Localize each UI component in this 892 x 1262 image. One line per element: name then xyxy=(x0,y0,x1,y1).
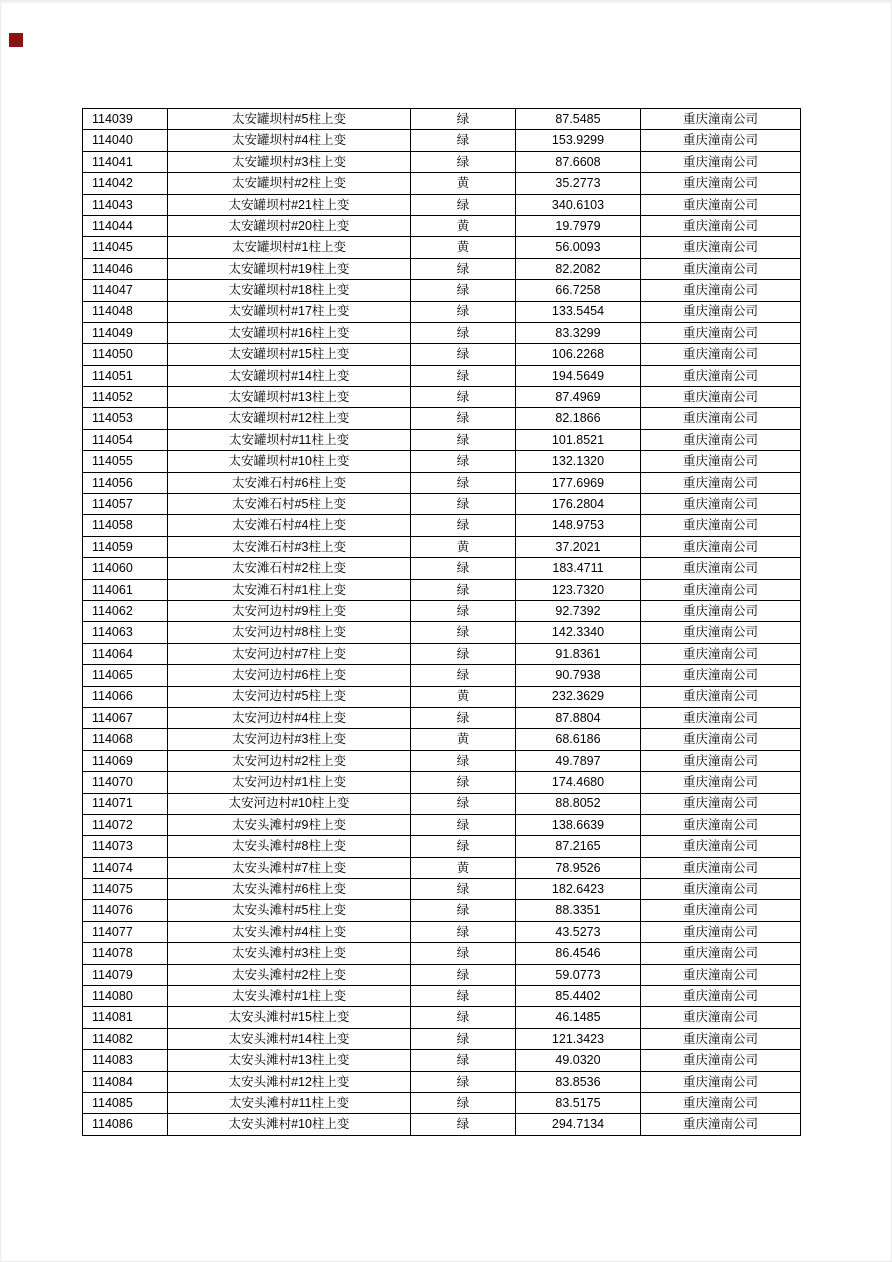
cell-id: 114052 xyxy=(83,387,168,408)
cell-name: 太安河边村#1柱上变 xyxy=(168,772,411,793)
cell-id: 114069 xyxy=(83,750,168,771)
table-row xyxy=(83,258,801,279)
cell-value: 148.9753 xyxy=(516,515,641,536)
table-row xyxy=(83,387,801,408)
cell-value: 177.6969 xyxy=(516,472,641,493)
cell-value: 123.7320 xyxy=(516,579,641,600)
cell-id: 114070 xyxy=(83,772,168,793)
cell-status: 绿 xyxy=(411,643,516,664)
table-row xyxy=(83,494,801,515)
cell-company: 重庆潼南公司 xyxy=(641,665,801,686)
cell-status: 绿 xyxy=(411,1050,516,1071)
table-row xyxy=(83,857,801,878)
cell-id: 114055 xyxy=(83,451,168,472)
cell-id: 114074 xyxy=(83,857,168,878)
cell-status: 黄 xyxy=(411,237,516,258)
table-row xyxy=(83,900,801,921)
cell-value: 106.2268 xyxy=(516,344,641,365)
table-row xyxy=(83,322,801,343)
cell-value: 176.2804 xyxy=(516,494,641,515)
cell-id: 114084 xyxy=(83,1071,168,1092)
cell-company: 重庆潼南公司 xyxy=(641,258,801,279)
cell-company: 重庆潼南公司 xyxy=(641,1071,801,1092)
cell-id: 114048 xyxy=(83,301,168,322)
cell-company: 重庆潼南公司 xyxy=(641,301,801,322)
cell-name: 太安河边村#5柱上变 xyxy=(168,686,411,707)
cell-name: 太安头滩村#9柱上变 xyxy=(168,814,411,835)
cell-status: 绿 xyxy=(411,964,516,985)
cell-value: 86.4546 xyxy=(516,943,641,964)
cell-id: 114082 xyxy=(83,1028,168,1049)
cell-status: 绿 xyxy=(411,1071,516,1092)
cell-company: 重庆潼南公司 xyxy=(641,515,801,536)
cell-id: 114083 xyxy=(83,1050,168,1071)
table-row xyxy=(83,515,801,536)
table-row xyxy=(83,793,801,814)
cell-value: 87.6608 xyxy=(516,151,641,172)
cell-status: 绿 xyxy=(411,1092,516,1113)
table-row xyxy=(83,879,801,900)
cell-value: 92.7392 xyxy=(516,600,641,621)
cell-name: 太安罐坝村#5柱上变 xyxy=(168,109,411,130)
cell-value: 78.9526 xyxy=(516,857,641,878)
table-row xyxy=(83,280,801,301)
cell-status: 黄 xyxy=(411,729,516,750)
cell-status: 绿 xyxy=(411,879,516,900)
cell-name: 太安罐坝村#3柱上变 xyxy=(168,151,411,172)
cell-status: 绿 xyxy=(411,130,516,151)
table-row xyxy=(83,814,801,835)
cell-value: 87.4969 xyxy=(516,387,641,408)
cell-id: 114060 xyxy=(83,558,168,579)
cell-name: 太安罐坝村#11柱上变 xyxy=(168,429,411,450)
table-row xyxy=(83,173,801,194)
cell-name: 太安头滩村#14柱上变 xyxy=(168,1028,411,1049)
cell-value: 49.7897 xyxy=(516,750,641,771)
cell-company: 重庆潼南公司 xyxy=(641,387,801,408)
cell-status: 绿 xyxy=(411,600,516,621)
table-row xyxy=(83,921,801,942)
cell-id: 114053 xyxy=(83,408,168,429)
cell-status: 绿 xyxy=(411,451,516,472)
cell-id: 114066 xyxy=(83,686,168,707)
cell-id: 114058 xyxy=(83,515,168,536)
table-row xyxy=(83,472,801,493)
cell-id: 114045 xyxy=(83,237,168,258)
cell-id: 114072 xyxy=(83,814,168,835)
cell-id: 114049 xyxy=(83,322,168,343)
table-row xyxy=(83,429,801,450)
cell-name: 太安河边村#8柱上变 xyxy=(168,622,411,643)
cell-name: 太安罐坝村#1柱上变 xyxy=(168,237,411,258)
cell-company: 重庆潼南公司 xyxy=(641,750,801,771)
cell-value: 56.0093 xyxy=(516,237,641,258)
cell-company: 重庆潼南公司 xyxy=(641,365,801,386)
cell-id: 114064 xyxy=(83,643,168,664)
cell-value: 121.3423 xyxy=(516,1028,641,1049)
cell-company: 重庆潼南公司 xyxy=(641,237,801,258)
cell-company: 重庆潼南公司 xyxy=(641,686,801,707)
cell-id: 114085 xyxy=(83,1092,168,1113)
cell-company: 重庆潼南公司 xyxy=(641,600,801,621)
cell-name: 太安罐坝村#17柱上变 xyxy=(168,301,411,322)
cell-value: 194.5649 xyxy=(516,365,641,386)
cell-company: 重庆潼南公司 xyxy=(641,536,801,557)
cell-company: 重庆潼南公司 xyxy=(641,280,801,301)
cell-id: 114086 xyxy=(83,1114,168,1135)
cell-name: 太安罐坝村#10柱上变 xyxy=(168,451,411,472)
cell-status: 黄 xyxy=(411,686,516,707)
transformer-table xyxy=(82,108,801,1136)
cell-company: 重庆潼南公司 xyxy=(641,986,801,1007)
cell-id: 114041 xyxy=(83,151,168,172)
cell-id: 114061 xyxy=(83,579,168,600)
cell-value: 82.1866 xyxy=(516,408,641,429)
cell-value: 182.6423 xyxy=(516,879,641,900)
table-row xyxy=(83,109,801,130)
cell-id: 114067 xyxy=(83,707,168,728)
cell-name: 太安滩石村#5柱上变 xyxy=(168,494,411,515)
cell-status: 绿 xyxy=(411,109,516,130)
cell-status: 绿 xyxy=(411,429,516,450)
cell-id: 114042 xyxy=(83,173,168,194)
cell-status: 绿 xyxy=(411,986,516,1007)
cell-value: 83.3299 xyxy=(516,322,641,343)
cell-value: 183.4711 xyxy=(516,558,641,579)
table-row xyxy=(83,301,801,322)
table-row xyxy=(83,964,801,985)
cell-status: 黄 xyxy=(411,857,516,878)
cell-company: 重庆潼南公司 xyxy=(641,1028,801,1049)
cell-company: 重庆潼南公司 xyxy=(641,772,801,793)
cell-id: 114081 xyxy=(83,1007,168,1028)
cell-id: 114080 xyxy=(83,986,168,1007)
table-row xyxy=(83,600,801,621)
cell-id: 114051 xyxy=(83,365,168,386)
cell-company: 重庆潼南公司 xyxy=(641,215,801,236)
cell-status: 绿 xyxy=(411,921,516,942)
cell-status: 绿 xyxy=(411,707,516,728)
cell-name: 太安头滩村#12柱上变 xyxy=(168,1071,411,1092)
cell-status: 绿 xyxy=(411,387,516,408)
cell-name: 太安头滩村#5柱上变 xyxy=(168,900,411,921)
table-row xyxy=(83,1071,801,1092)
cell-status: 黄 xyxy=(411,173,516,194)
table-row xyxy=(83,1028,801,1049)
table-row xyxy=(83,237,801,258)
table-row xyxy=(83,536,801,557)
cell-value: 87.5485 xyxy=(516,109,641,130)
table-row xyxy=(83,686,801,707)
cell-value: 138.6639 xyxy=(516,814,641,835)
cell-value: 142.3340 xyxy=(516,622,641,643)
cell-name: 太安滩石村#6柱上变 xyxy=(168,472,411,493)
cell-id: 114054 xyxy=(83,429,168,450)
cell-name: 太安河边村#9柱上变 xyxy=(168,600,411,621)
cell-status: 绿 xyxy=(411,836,516,857)
cell-company: 重庆潼南公司 xyxy=(641,793,801,814)
table-row xyxy=(83,1007,801,1028)
cell-id: 114063 xyxy=(83,622,168,643)
cell-value: 59.0773 xyxy=(516,964,641,985)
cell-company: 重庆潼南公司 xyxy=(641,322,801,343)
table-row xyxy=(83,665,801,686)
cell-company: 重庆潼南公司 xyxy=(641,964,801,985)
cell-value: 87.8804 xyxy=(516,707,641,728)
table-row xyxy=(83,151,801,172)
cell-value: 87.2165 xyxy=(516,836,641,857)
cell-status: 绿 xyxy=(411,900,516,921)
cell-company: 重庆潼南公司 xyxy=(641,344,801,365)
cell-status: 绿 xyxy=(411,772,516,793)
cell-status: 绿 xyxy=(411,494,516,515)
cell-company: 重庆潼南公司 xyxy=(641,1050,801,1071)
cell-company: 重庆潼南公司 xyxy=(641,130,801,151)
cell-company: 重庆潼南公司 xyxy=(641,836,801,857)
cell-id: 114050 xyxy=(83,344,168,365)
page-corner-marker xyxy=(9,33,23,47)
cell-id: 114068 xyxy=(83,729,168,750)
cell-value: 37.2021 xyxy=(516,536,641,557)
cell-name: 太安滩石村#4柱上变 xyxy=(168,515,411,536)
cell-company: 重庆潼南公司 xyxy=(641,643,801,664)
table-row xyxy=(83,215,801,236)
cell-company: 重庆潼南公司 xyxy=(641,921,801,942)
cell-id: 114043 xyxy=(83,194,168,215)
cell-company: 重庆潼南公司 xyxy=(641,194,801,215)
table-body xyxy=(83,109,801,1136)
cell-value: 19.7979 xyxy=(516,215,641,236)
cell-status: 绿 xyxy=(411,301,516,322)
cell-name: 太安滩石村#3柱上变 xyxy=(168,536,411,557)
cell-status: 绿 xyxy=(411,1028,516,1049)
table-row xyxy=(83,750,801,771)
cell-name: 太安罐坝村#19柱上变 xyxy=(168,258,411,279)
cell-value: 232.3629 xyxy=(516,686,641,707)
cell-name: 太安河边村#3柱上变 xyxy=(168,729,411,750)
cell-id: 114057 xyxy=(83,494,168,515)
cell-company: 重庆潼南公司 xyxy=(641,1007,801,1028)
cell-id: 114046 xyxy=(83,258,168,279)
table-row xyxy=(83,707,801,728)
cell-id: 114044 xyxy=(83,215,168,236)
cell-company: 重庆潼南公司 xyxy=(641,579,801,600)
cell-status: 绿 xyxy=(411,579,516,600)
cell-name: 太安罐坝村#13柱上变 xyxy=(168,387,411,408)
cell-company: 重庆潼南公司 xyxy=(641,472,801,493)
cell-id: 114039 xyxy=(83,109,168,130)
cell-value: 133.5454 xyxy=(516,301,641,322)
table-row xyxy=(83,365,801,386)
cell-name: 太安头滩村#10柱上变 xyxy=(168,1114,411,1135)
cell-id: 114056 xyxy=(83,472,168,493)
cell-status: 绿 xyxy=(411,622,516,643)
cell-status: 黄 xyxy=(411,536,516,557)
cell-status: 绿 xyxy=(411,472,516,493)
table-row xyxy=(83,772,801,793)
cell-value: 46.1485 xyxy=(516,1007,641,1028)
cell-value: 88.3351 xyxy=(516,900,641,921)
cell-name: 太安头滩村#3柱上变 xyxy=(168,943,411,964)
cell-value: 132.1320 xyxy=(516,451,641,472)
cell-id: 114059 xyxy=(83,536,168,557)
table-row xyxy=(83,408,801,429)
table-row xyxy=(83,622,801,643)
cell-value: 153.9299 xyxy=(516,130,641,151)
cell-company: 重庆潼南公司 xyxy=(641,1092,801,1113)
table-row xyxy=(83,558,801,579)
cell-id: 114047 xyxy=(83,280,168,301)
cell-company: 重庆潼南公司 xyxy=(641,879,801,900)
cell-value: 83.8536 xyxy=(516,1071,641,1092)
cell-status: 绿 xyxy=(411,194,516,215)
cell-company: 重庆潼南公司 xyxy=(641,729,801,750)
cell-status: 绿 xyxy=(411,515,516,536)
table-row xyxy=(83,986,801,1007)
cell-value: 83.5175 xyxy=(516,1092,641,1113)
table-row xyxy=(83,579,801,600)
cell-name: 太安罐坝村#16柱上变 xyxy=(168,322,411,343)
cell-name: 太安头滩村#15柱上变 xyxy=(168,1007,411,1028)
cell-company: 重庆潼南公司 xyxy=(641,451,801,472)
cell-value: 82.2082 xyxy=(516,258,641,279)
cell-company: 重庆潼南公司 xyxy=(641,109,801,130)
cell-company: 重庆潼南公司 xyxy=(641,429,801,450)
cell-name: 太安罐坝村#18柱上变 xyxy=(168,280,411,301)
cell-company: 重庆潼南公司 xyxy=(641,707,801,728)
cell-value: 88.8052 xyxy=(516,793,641,814)
cell-name: 太安头滩村#13柱上变 xyxy=(168,1050,411,1071)
cell-company: 重庆潼南公司 xyxy=(641,943,801,964)
cell-id: 114071 xyxy=(83,793,168,814)
cell-value: 101.8521 xyxy=(516,429,641,450)
cell-name: 太安头滩村#11柱上变 xyxy=(168,1092,411,1113)
cell-value: 66.7258 xyxy=(516,280,641,301)
cell-id: 114062 xyxy=(83,600,168,621)
cell-company: 重庆潼南公司 xyxy=(641,622,801,643)
table-row xyxy=(83,130,801,151)
cell-name: 太安头滩村#4柱上变 xyxy=(168,921,411,942)
cell-status: 黄 xyxy=(411,215,516,236)
cell-status: 绿 xyxy=(411,151,516,172)
cell-status: 绿 xyxy=(411,1114,516,1135)
cell-name: 太安河边村#4柱上变 xyxy=(168,707,411,728)
cell-value: 91.8361 xyxy=(516,643,641,664)
table-row xyxy=(83,943,801,964)
cell-status: 绿 xyxy=(411,280,516,301)
cell-company: 重庆潼南公司 xyxy=(641,857,801,878)
cell-name: 太安头滩村#1柱上变 xyxy=(168,986,411,1007)
cell-name: 太安头滩村#2柱上变 xyxy=(168,964,411,985)
cell-name: 太安罐坝村#20柱上变 xyxy=(168,215,411,236)
cell-name: 太安河边村#7柱上变 xyxy=(168,643,411,664)
cell-id: 114077 xyxy=(83,921,168,942)
cell-company: 重庆潼南公司 xyxy=(641,151,801,172)
cell-status: 绿 xyxy=(411,750,516,771)
table-row xyxy=(83,451,801,472)
cell-id: 114079 xyxy=(83,964,168,985)
cell-name: 太安罐坝村#2柱上变 xyxy=(168,173,411,194)
cell-value: 340.6103 xyxy=(516,194,641,215)
cell-name: 太安罐坝村#12柱上变 xyxy=(168,408,411,429)
cell-status: 绿 xyxy=(411,943,516,964)
cell-value: 90.7938 xyxy=(516,665,641,686)
cell-name: 太安罐坝村#4柱上变 xyxy=(168,130,411,151)
cell-value: 49.0320 xyxy=(516,1050,641,1071)
table-row xyxy=(83,1050,801,1071)
table-row xyxy=(83,729,801,750)
table-row xyxy=(83,643,801,664)
cell-name: 太安河边村#10柱上变 xyxy=(168,793,411,814)
table-row xyxy=(83,1092,801,1113)
cell-name: 太安滩石村#2柱上变 xyxy=(168,558,411,579)
cell-id: 114078 xyxy=(83,943,168,964)
table-row xyxy=(83,1114,801,1135)
cell-name: 太安河边村#2柱上变 xyxy=(168,750,411,771)
cell-status: 绿 xyxy=(411,258,516,279)
cell-name: 太安罐坝村#14柱上变 xyxy=(168,365,411,386)
cell-name: 太安滩石村#1柱上变 xyxy=(168,579,411,600)
cell-name: 太安头滩村#6柱上变 xyxy=(168,879,411,900)
table-row xyxy=(83,836,801,857)
cell-status: 绿 xyxy=(411,665,516,686)
cell-status: 绿 xyxy=(411,322,516,343)
cell-status: 绿 xyxy=(411,814,516,835)
cell-company: 重庆潼南公司 xyxy=(641,408,801,429)
cell-id: 114075 xyxy=(83,879,168,900)
cell-value: 43.5273 xyxy=(516,921,641,942)
cell-name: 太安罐坝村#21柱上变 xyxy=(168,194,411,215)
cell-name: 太安罐坝村#15柱上变 xyxy=(168,344,411,365)
cell-status: 绿 xyxy=(411,365,516,386)
cell-name: 太安头滩村#7柱上变 xyxy=(168,857,411,878)
cell-status: 绿 xyxy=(411,344,516,365)
cell-status: 绿 xyxy=(411,558,516,579)
cell-company: 重庆潼南公司 xyxy=(641,558,801,579)
table-row xyxy=(83,344,801,365)
table-row xyxy=(83,194,801,215)
cell-id: 114040 xyxy=(83,130,168,151)
cell-value: 294.7134 xyxy=(516,1114,641,1135)
cell-company: 重庆潼南公司 xyxy=(641,900,801,921)
cell-company: 重庆潼南公司 xyxy=(641,1114,801,1135)
cell-id: 114076 xyxy=(83,900,168,921)
cell-name: 太安头滩村#8柱上变 xyxy=(168,836,411,857)
cell-status: 绿 xyxy=(411,408,516,429)
cell-id: 114065 xyxy=(83,665,168,686)
cell-company: 重庆潼南公司 xyxy=(641,814,801,835)
cell-id: 114073 xyxy=(83,836,168,857)
cell-company: 重庆潼南公司 xyxy=(641,173,801,194)
cell-name: 太安河边村#6柱上变 xyxy=(168,665,411,686)
cell-value: 35.2773 xyxy=(516,173,641,194)
cell-company: 重庆潼南公司 xyxy=(641,494,801,515)
cell-value: 85.4402 xyxy=(516,986,641,1007)
cell-status: 绿 xyxy=(411,793,516,814)
cell-value: 174.4680 xyxy=(516,772,641,793)
cell-value: 68.6186 xyxy=(516,729,641,750)
cell-status: 绿 xyxy=(411,1007,516,1028)
